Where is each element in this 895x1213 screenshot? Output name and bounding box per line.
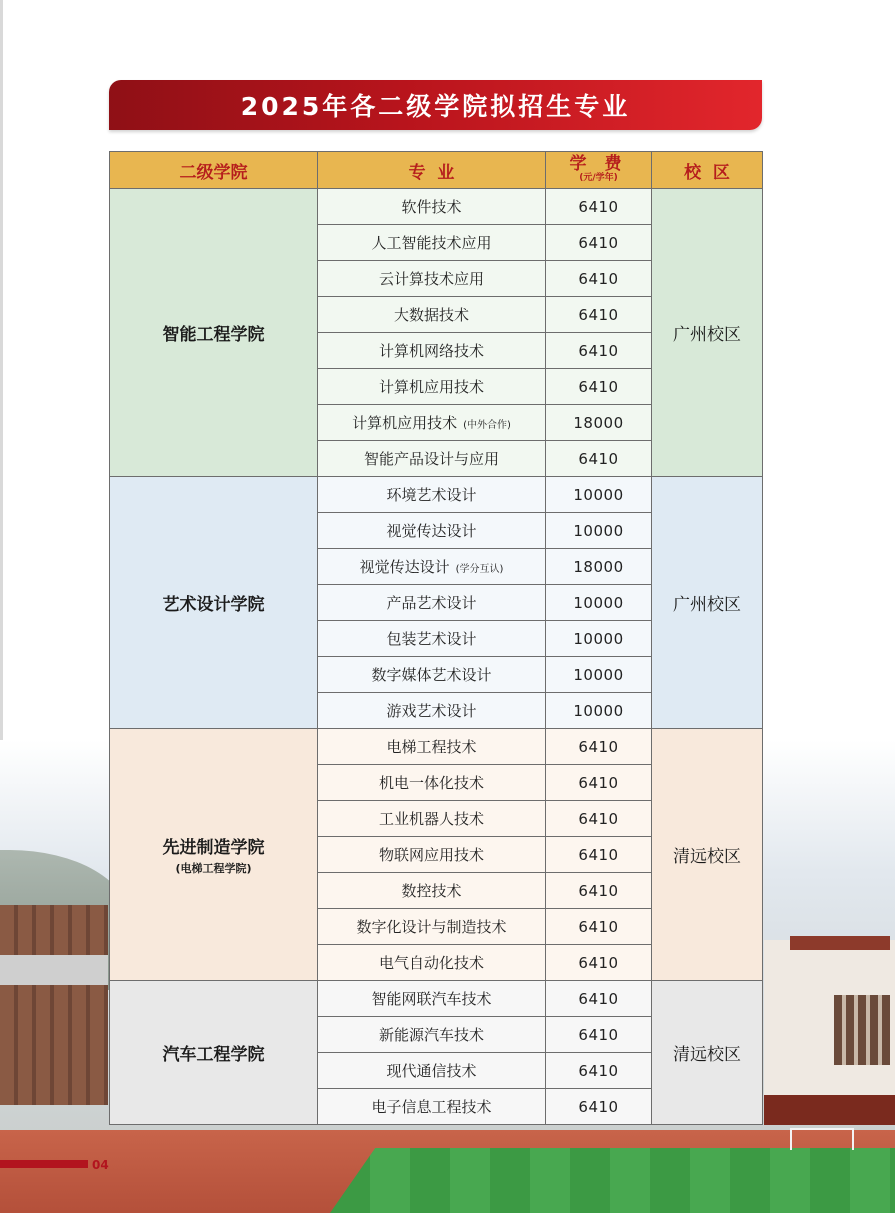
- college-cell: [110, 189, 318, 477]
- major-cell: [318, 981, 546, 1017]
- major-name: 计算机网络技术: [378, 342, 484, 360]
- major-cell: [318, 873, 546, 909]
- college-cell: [110, 477, 318, 729]
- major-cell: [318, 1053, 546, 1089]
- major-name: 电气自动化技术: [378, 954, 484, 972]
- page-number: 04: [92, 1158, 109, 1172]
- major-name: 数控技术: [401, 882, 462, 900]
- fee-cell: 6410: [546, 1089, 652, 1125]
- major-name: 数字媒体艺术设计: [371, 666, 492, 684]
- fee-cell: 6410: [546, 189, 652, 225]
- fee-cell: 6410: [546, 369, 652, 405]
- fee-cell: 18000: [546, 405, 652, 441]
- major-name: 电梯工程技术: [386, 738, 477, 756]
- building-right-windows: [834, 995, 890, 1065]
- table-body: [110, 189, 763, 1125]
- fee-cell: 6410: [546, 441, 652, 477]
- major-name: 产品艺术设计: [386, 594, 477, 612]
- major-name: 环境艺术设计: [386, 486, 477, 504]
- header-fee-label: 学 费: [569, 154, 628, 174]
- fee-cell: 18000: [546, 549, 652, 585]
- fee-cell: 10000: [546, 585, 652, 621]
- college-name: 艺术设计学院: [162, 595, 265, 615]
- major-note: (中外合作): [463, 420, 511, 431]
- major-name: 智能产品设计与应用: [363, 450, 499, 468]
- major-cell: [318, 513, 546, 549]
- header-campus-label: 校 区: [684, 162, 730, 183]
- fee-cell: 6410: [546, 225, 652, 261]
- campus-cell: 清远校区: [652, 981, 763, 1125]
- campus-cell: 广州校区: [652, 477, 763, 729]
- major-name: 工业机器人技术: [378, 810, 484, 828]
- major-cell: [318, 333, 546, 369]
- major-name: 包装艺术设计: [386, 630, 477, 648]
- fee-cell: 10000: [546, 477, 652, 513]
- major-name: 人工智能技术应用: [371, 234, 492, 252]
- major-cell: [318, 909, 546, 945]
- table-row: [110, 729, 763, 765]
- table-row: [110, 477, 763, 513]
- major-cell: [318, 729, 546, 765]
- fee-cell: 6410: [546, 1017, 652, 1053]
- college-cell: [110, 729, 318, 981]
- major-cell: [318, 405, 546, 441]
- campus-cell: 广州校区: [652, 189, 763, 477]
- table-row: [110, 981, 763, 1017]
- table-row: [110, 189, 763, 225]
- fee-cell: 6410: [546, 297, 652, 333]
- major-name: 智能网联汽车技术: [371, 990, 492, 1008]
- header-fee-unit: (元/学年): [579, 173, 618, 183]
- header-major: [318, 152, 546, 189]
- major-cell: [318, 765, 546, 801]
- football-field: [330, 1148, 895, 1213]
- major-name: 云计算技术应用: [378, 270, 484, 288]
- major-cell: [318, 621, 546, 657]
- major-cell: [318, 657, 546, 693]
- major-cell: [318, 1089, 546, 1125]
- fee-cell: 10000: [546, 657, 652, 693]
- major-name: 计算机应用技术: [352, 414, 458, 432]
- majors-table: [109, 151, 763, 1125]
- college-name: 智能工程学院: [162, 325, 265, 345]
- fee-cell: 10000: [546, 621, 652, 657]
- fee-cell: 6410: [546, 945, 652, 981]
- major-name: 游戏艺术设计: [386, 702, 477, 720]
- college-name: 先进制造学院: [162, 838, 265, 858]
- major-note: (学分互认): [455, 564, 504, 575]
- fee-cell: 6410: [546, 801, 652, 837]
- major-name: 视觉传达设计: [359, 558, 450, 576]
- major-cell: [318, 801, 546, 837]
- major-name: 计算机应用技术: [378, 378, 484, 396]
- major-cell: [318, 837, 546, 873]
- major-name: 软件技术: [401, 198, 462, 216]
- major-cell: [318, 441, 546, 477]
- major-name: 视觉传达设计: [386, 522, 477, 540]
- fee-cell: 6410: [546, 261, 652, 297]
- fee-cell: 6410: [546, 909, 652, 945]
- college-cell: [110, 981, 318, 1125]
- header-major-label: 专 业: [408, 162, 455, 183]
- major-name: 现代通信技术: [386, 1062, 477, 1080]
- fee-cell: 6410: [546, 981, 652, 1017]
- major-name: 电子信息工程技术: [371, 1098, 492, 1116]
- fee-cell: 10000: [546, 693, 652, 729]
- major-cell: [318, 189, 546, 225]
- fee-cell: 10000: [546, 513, 652, 549]
- major-name: 数字化设计与制造技术: [356, 918, 507, 936]
- header-fee: [546, 152, 652, 189]
- campus-cell: 清远校区: [652, 729, 763, 981]
- fee-cell: 6410: [546, 1053, 652, 1089]
- building-left-band: [0, 955, 108, 985]
- title-banner: [109, 80, 762, 130]
- major-name: 物联网应用技术: [378, 846, 484, 864]
- college-name: 汽车工程学院: [162, 1045, 265, 1065]
- major-cell: [318, 261, 546, 297]
- major-name: 机电一体化技术: [378, 774, 484, 792]
- building-right-roof: [790, 936, 890, 950]
- college-subname: (电梯工程学院): [175, 862, 252, 875]
- fee-cell: 6410: [546, 873, 652, 909]
- major-name: 新能源汽车技术: [378, 1026, 484, 1044]
- header-college: 二级学院: [110, 152, 318, 189]
- fee-cell: 6410: [546, 333, 652, 369]
- major-cell: [318, 945, 546, 981]
- major-cell: [318, 585, 546, 621]
- major-name: 大数据技术: [393, 306, 469, 324]
- fee-cell: 6410: [546, 765, 652, 801]
- major-cell: [318, 297, 546, 333]
- major-cell: [318, 549, 546, 585]
- goal-post: [790, 1128, 854, 1150]
- page-title: 2025年各二级学院拟招生专业: [240, 92, 631, 121]
- header-campus: [652, 152, 763, 189]
- building-right-band: [764, 1095, 895, 1125]
- fee-cell: 6410: [546, 729, 652, 765]
- major-cell: [318, 477, 546, 513]
- major-cell: [318, 693, 546, 729]
- fee-cell: 6410: [546, 837, 652, 873]
- major-cell: [318, 225, 546, 261]
- major-cell: [318, 369, 546, 405]
- table-header-row: [110, 152, 763, 189]
- building-left: [0, 905, 108, 1105]
- page-number-bar: [0, 1160, 88, 1168]
- major-cell: [318, 1017, 546, 1053]
